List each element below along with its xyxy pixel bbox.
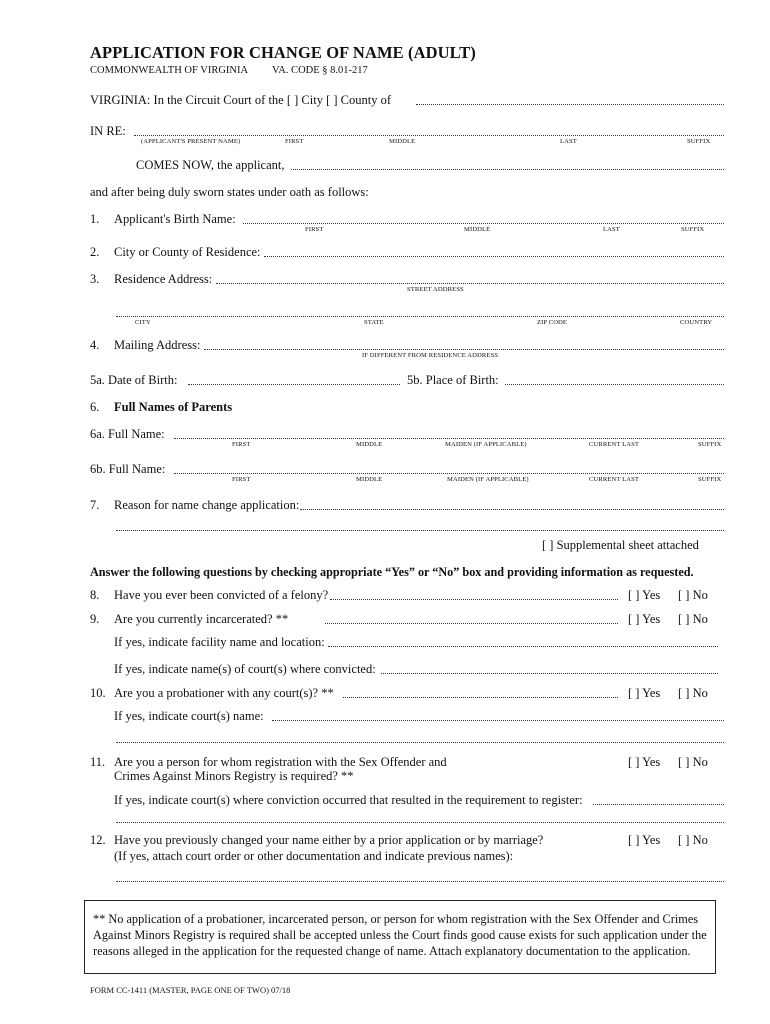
q6a-caption-current-last: CURRENT LAST xyxy=(589,441,639,448)
commonwealth-label: COMMONWEALTH OF VIRGINIA xyxy=(90,65,249,76)
va-code-label: VA. CODE § 8.01-217 xyxy=(272,65,368,76)
q2-label: City or County of Residence: xyxy=(114,245,261,259)
q6-number: 6. xyxy=(90,400,100,414)
q1-caption-middle: MIDDLE xyxy=(464,226,491,233)
reason-field-line-1[interactable] xyxy=(300,509,724,510)
caption-applicants-present-name: (APPLICANT'S PRESENT NAME) xyxy=(141,138,241,145)
q10-leader xyxy=(343,697,618,698)
q8-label: Have you ever been convicted of a felony? xyxy=(114,588,329,602)
q6-label: Full Names of Parents xyxy=(114,400,233,414)
q5b-label: 5b. Place of Birth: xyxy=(407,373,499,387)
q10-no-checkbox[interactable]: [ ] No xyxy=(678,686,708,700)
registry-courts-field[interactable] xyxy=(593,804,724,805)
q12-label-line-1: Have you previously changed your name either by a prior application or by marriage? xyxy=(114,833,544,847)
q11-number: 11. xyxy=(90,755,106,769)
q11-label-line-2: Crimes Against Minors Registry is required? ** xyxy=(114,769,354,783)
instructions: Answer the following questions by checking appropriate “Yes” or “No” box and providing information as requested. xyxy=(90,565,694,579)
birth-name-field[interactable] xyxy=(243,223,724,224)
q10-label: Are you a probationer with any court(s)? ** xyxy=(114,686,334,700)
mailing-address-field[interactable] xyxy=(204,349,724,350)
q1-caption-last: LAST xyxy=(603,226,620,233)
probation-courts-field-line-2[interactable] xyxy=(116,742,724,743)
q3-caption-state: STATE xyxy=(364,319,384,326)
q11-courts-label: If yes, indicate court(s) where conviction occurred that resulted in the requirement to register: xyxy=(114,793,583,807)
caption-suffix: SUFFIX xyxy=(687,138,711,145)
q9-yes-checkbox[interactable]: [ ] Yes xyxy=(628,612,661,626)
form-title: APPLICATION FOR CHANGE OF NAME (ADULT) xyxy=(90,43,476,62)
q3-label: Residence Address: xyxy=(114,272,213,286)
q3-caption-city: CITY xyxy=(135,319,151,326)
residence-street-field[interactable] xyxy=(216,283,724,284)
q3-number: 3. xyxy=(90,272,100,286)
q5a-label: 5a. Date of Birth: xyxy=(90,373,178,387)
q6b-caption-maiden: MAIDEN (IF APPLICABLE) xyxy=(447,476,529,483)
registry-note-box: ** No application of a probationer, incarcerated person, or person for whom registration with the Sex Offender and Crimes Against Minors Registry is required shall be accepted unless the Court finds good cause exists for such application under the reasons alleged in the application for the requested change of name. Attach explanatory documentation to the application. xyxy=(84,900,716,974)
q6a-caption-first: FIRST xyxy=(232,441,251,448)
q6a-caption-middle: MIDDLE xyxy=(356,441,383,448)
q9-courts-label: If yes, indicate name(s) of court(s) where convicted: xyxy=(114,662,376,676)
previous-names-field[interactable] xyxy=(116,881,724,882)
q7-number: 7. xyxy=(90,498,100,512)
reason-field-line-2[interactable] xyxy=(116,530,724,531)
form-footer: FORM CC-1411 (MASTER, PAGE ONE OF TWO) 07/18 xyxy=(90,985,291,995)
q10-courts-label: If yes, indicate court(s) name: xyxy=(114,709,264,723)
q3-caption-street: STREET ADDRESS xyxy=(407,286,464,293)
q6b-caption-suffix: SUFFIX xyxy=(698,476,722,483)
q8-no-checkbox[interactable]: [ ] No xyxy=(678,588,708,602)
q7-label: Reason for name change application: xyxy=(114,498,300,512)
convicting-courts-field[interactable] xyxy=(381,673,718,674)
comes-now-applicant-field[interactable] xyxy=(291,169,724,170)
q11-no-checkbox[interactable]: [ ] No xyxy=(678,755,708,769)
q9-number: 9. xyxy=(90,612,100,626)
in-re-label: IN RE: xyxy=(90,124,126,138)
q9-no-checkbox[interactable]: [ ] No xyxy=(678,612,708,626)
q12-yes-checkbox[interactable]: [ ] Yes xyxy=(628,833,661,847)
sworn-statement: and after being duly sworn states under oath as follows: xyxy=(90,185,369,199)
q10-number: 10. xyxy=(90,686,106,700)
q6b-label: 6b. Full Name: xyxy=(90,462,166,476)
q11-yes-checkbox[interactable]: [ ] Yes xyxy=(628,755,661,769)
facility-field[interactable] xyxy=(328,646,718,647)
q11-label-line-1: Are you a person for whom registration with the Sex Offender and xyxy=(114,755,447,769)
parent-2-name-field[interactable] xyxy=(174,473,724,474)
q6b-caption-first: FIRST xyxy=(232,476,251,483)
q1-label: Applicant's Birth Name: xyxy=(114,212,236,226)
q9-facility-label: If yes, indicate facility name and location: xyxy=(114,635,325,649)
q8-leader xyxy=(330,599,618,600)
residence-city-county-field[interactable] xyxy=(264,256,724,257)
residence-city-state-zip-field[interactable] xyxy=(116,316,724,317)
q9-label: Are you currently incarcerated? ** xyxy=(114,612,289,626)
parent-1-name-field[interactable] xyxy=(174,438,724,439)
q12-label-line-2: (If yes, attach court order or other documentation and indicate previous names): xyxy=(114,849,514,863)
q1-number: 1. xyxy=(90,212,100,226)
caption-first: FIRST xyxy=(285,138,304,145)
court-line-label: VIRGINIA: In the Circuit Court of the [ ] City [ ] County of xyxy=(90,93,391,107)
q12-no-checkbox[interactable]: [ ] No xyxy=(678,833,708,847)
county-name-field[interactable] xyxy=(416,104,724,105)
supplemental-sheet-checkbox[interactable]: [ ] Supplemental sheet attached xyxy=(542,538,699,552)
q3-caption-zip: ZIP CODE xyxy=(537,319,568,326)
applicant-present-name-field[interactable] xyxy=(134,135,724,136)
q6a-label: 6a. Full Name: xyxy=(90,427,165,441)
q4-label: Mailing Address: xyxy=(114,338,201,352)
q4-caption: IF DIFFERENT FROM RESIDENCE ADDRESS xyxy=(362,352,499,359)
q4-number: 4. xyxy=(90,338,100,352)
date-of-birth-field[interactable] xyxy=(188,384,400,385)
caption-middle: MIDDLE xyxy=(389,138,416,145)
q6a-caption-suffix: SUFFIX xyxy=(698,441,722,448)
q1-caption-first: FIRST xyxy=(305,226,324,233)
q6b-caption-current-last: CURRENT LAST xyxy=(589,476,639,483)
q1-caption-suffix: SUFFIX xyxy=(681,226,705,233)
comes-now-label: COMES NOW, the applicant, xyxy=(136,158,285,172)
q8-number: 8. xyxy=(90,588,100,602)
q2-number: 2. xyxy=(90,245,100,259)
probation-courts-field[interactable] xyxy=(272,720,724,721)
q6b-caption-middle: MIDDLE xyxy=(356,476,383,483)
registry-courts-field-line-2[interactable] xyxy=(116,822,724,823)
q3-caption-country: COUNTRY xyxy=(680,319,713,326)
q12-number: 12. xyxy=(90,833,106,847)
q8-yes-checkbox[interactable]: [ ] Yes xyxy=(628,588,661,602)
q6a-caption-maiden: MAIDEN (IF APPLICABLE) xyxy=(445,441,527,448)
q9-leader xyxy=(325,623,618,624)
caption-last: LAST xyxy=(560,138,577,145)
place-of-birth-field[interactable] xyxy=(505,384,724,385)
q10-yes-checkbox[interactable]: [ ] Yes xyxy=(628,686,661,700)
